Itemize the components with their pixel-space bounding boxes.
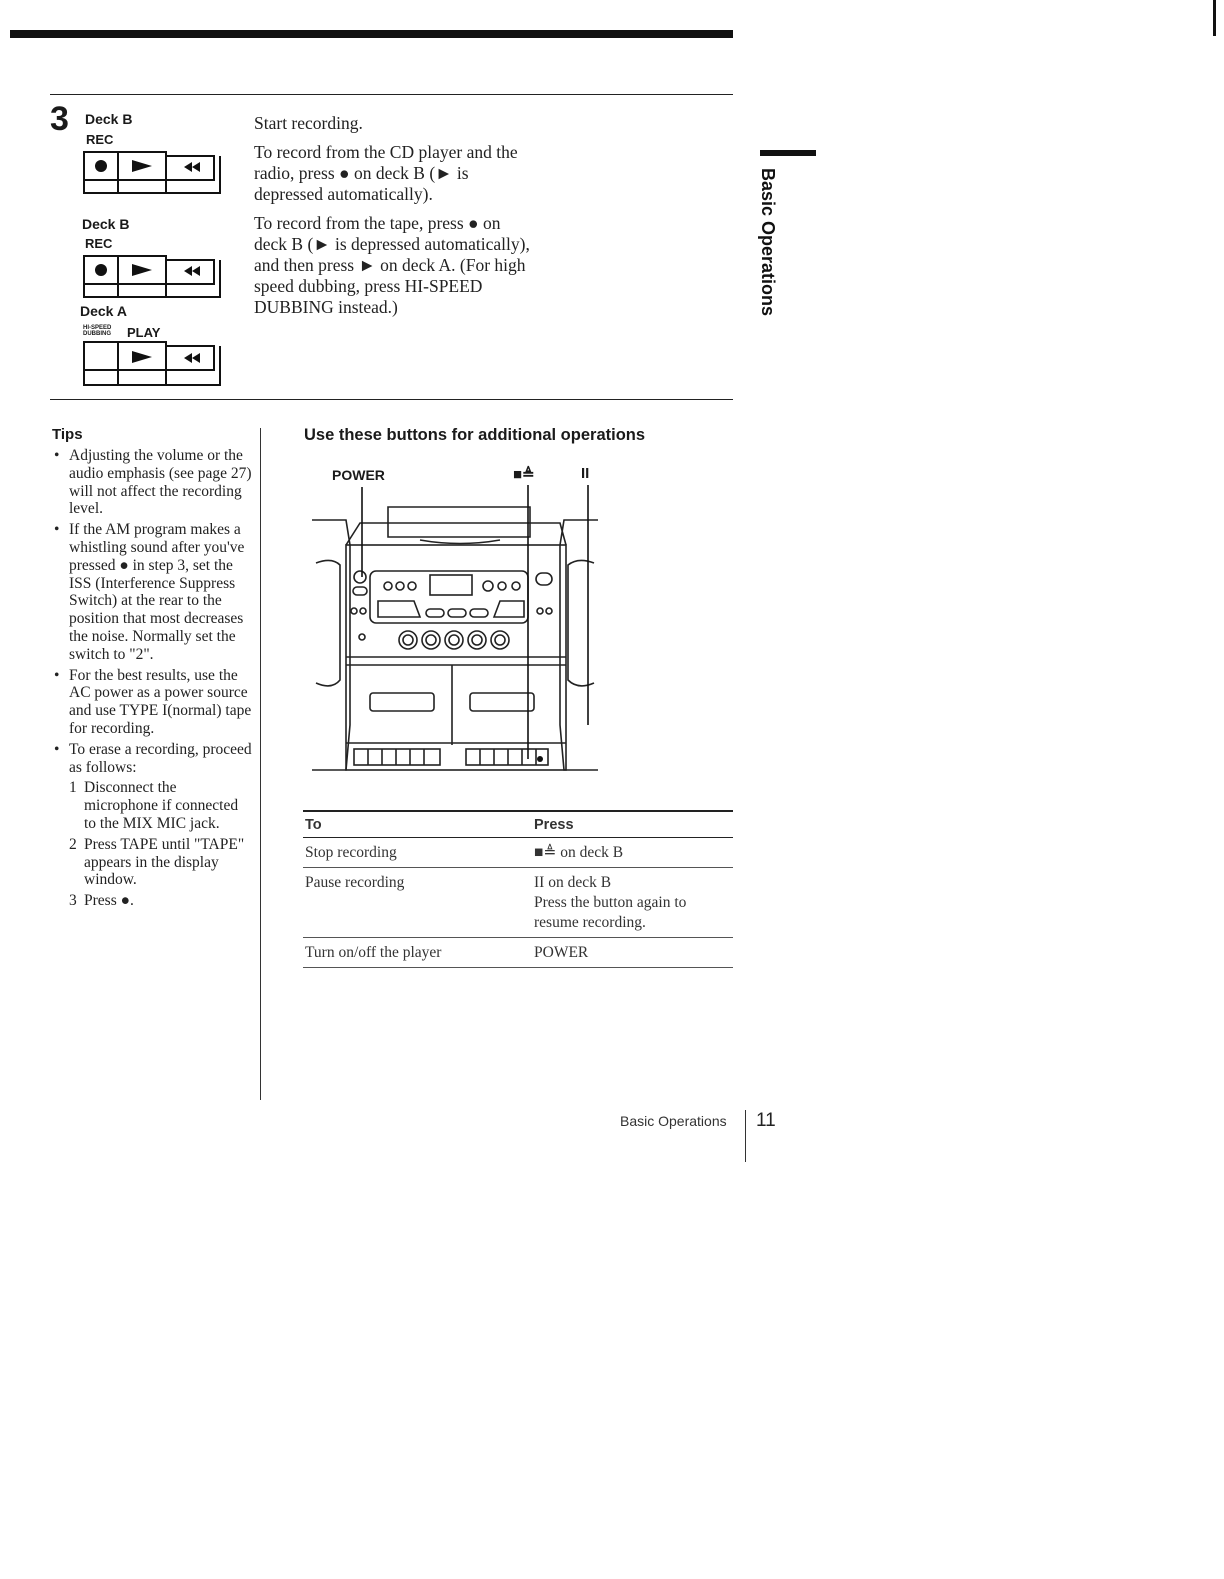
pause-callout: II [581, 465, 590, 482]
stereo-illustration [310, 485, 600, 780]
footer-section: Basic Operations [620, 1113, 727, 1129]
tip-item: • Adjusting the volume or the audio emphasis (see page 27) will not affect the recording level. [54, 447, 252, 518]
column-header-to: To [303, 811, 532, 838]
header-bar [10, 30, 733, 38]
erase-step: 2 Press TAPE until "TAPE" appears in the display window. [69, 835, 245, 889]
rec-label-2: REC [85, 236, 113, 251]
stop-eject-callout: ■≜ [513, 466, 535, 483]
side-tab-marker [760, 150, 816, 156]
deck-b-label-2: Deck B [82, 216, 130, 232]
table-cell-press: POWER [532, 938, 733, 968]
tip-item: • If the AM program makes a whistling sound after you've pressed ● in step 3, set the ISS (Interference Suppress Switch) at the rear to the position that most decreases the noise. Normally set the switch to "2". [54, 521, 245, 663]
play-icon [132, 160, 152, 172]
record-icon [95, 264, 107, 276]
table-row [303, 838, 733, 868]
footer-divider [745, 1110, 746, 1162]
tip-item: • For the best results, use the AC power as a power source and use TYPE I(normal) tape for recording. [54, 666, 252, 737]
table-row [303, 938, 733, 968]
step-paragraph: To record from the tape, press ● on deck B (► is depressed automatically), and then press ► on deck A. (For high speed dubbing, press HI-SPEED DUBBING instead.) [254, 213, 530, 317]
step-top-rule [50, 94, 733, 95]
power-callout: POWER [332, 467, 385, 483]
column-header-press: Press [532, 811, 733, 838]
page-number: 11 [756, 1110, 776, 1131]
rewind-icon [184, 266, 200, 276]
table-cell-press: ■≜ on deck B [532, 838, 733, 868]
column-divider [260, 428, 261, 1100]
rec-label: REC [86, 132, 114, 147]
record-icon [95, 160, 107, 172]
rewind-icon [184, 353, 200, 363]
table-cell-press: II on deck B Press the button again to resume recording. [532, 868, 733, 938]
erase-step: 3 Press ●. [69, 892, 134, 910]
table-cell-to: Pause recording [303, 868, 532, 938]
step-bottom-rule [50, 399, 733, 400]
table-header-row [303, 811, 733, 838]
hi-speed-dubbing-label: HI-SPEED DUBBING [83, 325, 112, 337]
deck-b-rec-buttons-2 [80, 252, 225, 302]
step-paragraph: To record from the CD player and the radio, press ● on deck B (► is depressed automatically). [254, 142, 518, 204]
deck-b-label: Deck B [85, 111, 133, 127]
deck-a-label: Deck A [80, 303, 127, 319]
table-cell-to: Stop recording [303, 838, 532, 868]
tip-item: • To erase a recording, proceed as follows: [54, 740, 252, 776]
table-row [303, 868, 733, 938]
step-instructions [254, 113, 534, 326]
tips-list [52, 447, 252, 913]
step-number: 3 [50, 100, 69, 138]
operations-table [303, 810, 733, 968]
play-icon [132, 351, 152, 363]
play-label: PLAY [127, 325, 161, 340]
rewind-icon [184, 162, 200, 172]
deck-b-rec-buttons [80, 148, 225, 198]
erase-step: 1 Disconnect the microphone if connected to the MIX MIC jack. [69, 779, 239, 832]
page-edge-mark [1213, 0, 1216, 36]
operations-heading: Use these buttons for additional operations [304, 426, 646, 444]
tips-heading: Tips [52, 426, 83, 443]
step-paragraph: Start recording. [254, 113, 363, 133]
play-icon [132, 264, 152, 276]
side-tab-label: Basic Operations [758, 168, 778, 317]
table-cell-to: Turn on/off the player [303, 938, 532, 968]
deck-a-play-buttons [80, 338, 225, 390]
